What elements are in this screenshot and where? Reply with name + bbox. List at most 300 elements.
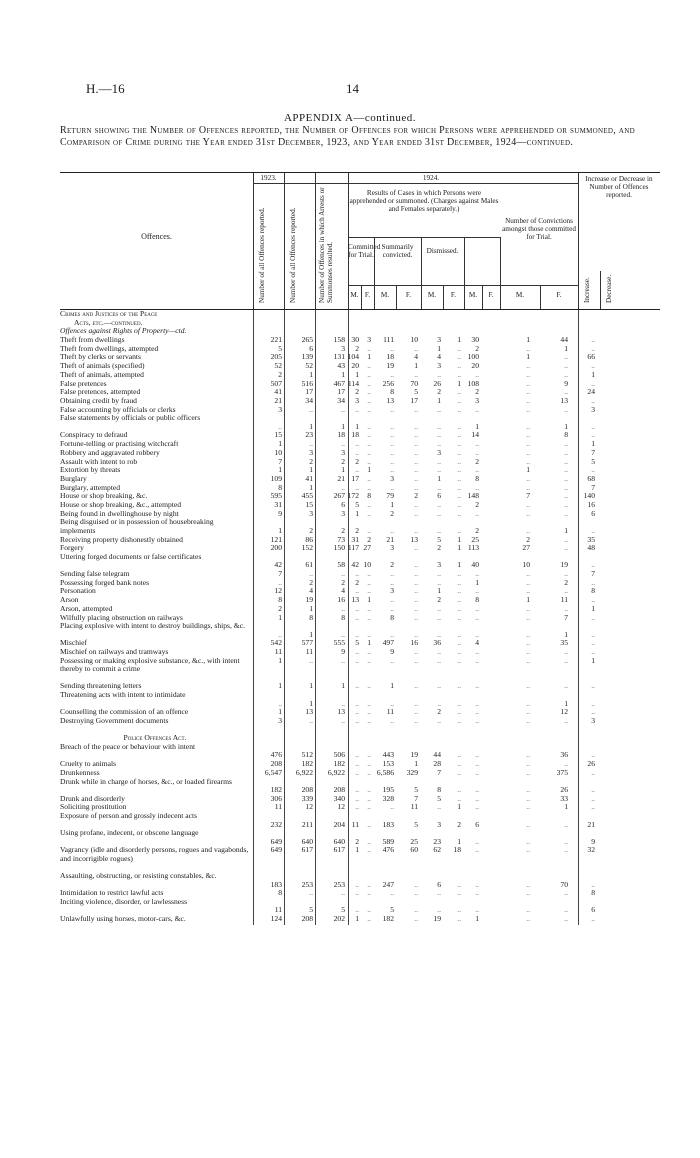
- header-results: Results of Cases in which Persons were apprehended or summoned. (Charges against Males and Females separately.): [349, 189, 499, 213]
- cell-value: ..: [526, 612, 530, 622]
- cell-value: 1: [437, 343, 441, 353]
- cell-value: 25: [471, 534, 479, 544]
- cell-value: 577: [301, 638, 313, 648]
- cell-value: 8: [475, 595, 479, 605]
- cell-value: 3: [390, 473, 394, 483]
- cell-value: 4: [475, 638, 479, 648]
- cell-value: 183: [270, 879, 282, 889]
- cell-value: 1: [341, 421, 345, 431]
- column-divider: [578, 310, 579, 925]
- cell-value: ..: [414, 629, 418, 639]
- cell-value: ..: [341, 715, 345, 725]
- cell-value: ..: [390, 456, 394, 466]
- cell-value: ..: [457, 612, 461, 622]
- offence-label: Drunk and disorderly: [60, 794, 125, 803]
- cell-value: ..: [475, 793, 479, 803]
- cell-value: 1: [278, 525, 282, 535]
- cell-value: ..: [526, 577, 530, 587]
- offence-label: Burglary, attempted: [60, 483, 121, 492]
- table-row: [60, 691, 660, 708]
- cell-value: 2: [475, 456, 479, 466]
- cell-value: ..: [591, 914, 595, 924]
- cell-value: ..: [390, 629, 394, 639]
- cell-value: 1: [278, 655, 282, 665]
- cell-value: ..: [475, 465, 479, 475]
- cell-value: 86: [305, 534, 313, 544]
- cell-value: ..: [367, 378, 371, 388]
- cell-value: 2: [437, 387, 441, 397]
- header-m: M.: [515, 291, 525, 299]
- offence-label: Destroying Government documents: [60, 716, 169, 725]
- header-summarily: Summarily convicted.: [381, 243, 414, 259]
- cell-value: ..: [414, 404, 418, 414]
- cell-value: ..: [526, 395, 530, 405]
- cell-value: 3: [475, 395, 479, 405]
- cell-value: ..: [526, 793, 530, 803]
- table-row: [60, 319, 660, 328]
- cell-value: 2: [355, 577, 359, 587]
- cell-value: 28: [433, 759, 441, 769]
- cell-value: ..: [526, 681, 530, 691]
- table-row: [60, 648, 660, 657]
- cell-value: 195: [382, 785, 394, 795]
- header-year-1923: 1923.: [260, 174, 277, 182]
- cell-value: 265: [301, 335, 313, 345]
- cell-value: ..: [457, 473, 461, 483]
- cell-value: ..: [457, 655, 461, 665]
- cell-value: ..: [367, 698, 371, 708]
- cell-value: 2: [341, 577, 345, 587]
- cell-value: 19: [386, 361, 394, 371]
- cell-value: 2: [341, 525, 345, 535]
- cell-value: ..: [414, 569, 418, 579]
- offence-label: Robbery and aggravated robbery: [60, 448, 160, 457]
- cell-value: ..: [564, 508, 568, 518]
- cell-value: ..: [278, 577, 282, 587]
- table-row: [60, 518, 660, 535]
- table-row: [60, 353, 660, 362]
- cell-value: 9: [591, 836, 595, 846]
- cell-value: 16: [337, 595, 345, 605]
- cell-value: 5: [414, 387, 418, 397]
- cell-value: 182: [333, 759, 345, 769]
- cell-value: 649: [270, 836, 282, 846]
- cell-value: 542: [270, 638, 282, 648]
- cell-value: ..: [355, 750, 359, 760]
- cell-value: 109: [270, 473, 282, 483]
- cell-value: 70: [410, 378, 418, 388]
- cell-value: ..: [390, 802, 394, 812]
- table-row: [60, 760, 660, 769]
- cell-value: 121: [270, 534, 282, 544]
- cell-value: 2: [564, 577, 568, 587]
- cell-value: ..: [475, 586, 479, 596]
- cell-value: 6,547: [264, 767, 282, 777]
- cell-value: ..: [591, 378, 595, 388]
- cell-value: 36: [433, 638, 441, 648]
- cell-value: 329: [406, 767, 418, 777]
- cell-value: 44: [560, 335, 568, 345]
- cell-value: ..: [564, 819, 568, 829]
- cell-value: 1: [367, 638, 371, 648]
- column-divider: [348, 310, 349, 925]
- cell-value: 182: [270, 785, 282, 795]
- cell-value: 1: [564, 421, 568, 431]
- cell-value: ..: [437, 465, 441, 475]
- cell-value: 497: [382, 638, 394, 648]
- header-convictions: Number of Convictions amongst those committed for Trial.: [502, 217, 576, 241]
- cell-value: ..: [309, 404, 313, 414]
- cell-value: ..: [355, 482, 359, 492]
- cell-value: 16: [410, 638, 418, 648]
- cell-value: ..: [367, 612, 371, 622]
- cell-value: ..: [437, 482, 441, 492]
- cell-value: 34: [337, 395, 345, 405]
- cell-value: ..: [390, 698, 394, 708]
- cell-value: ..: [457, 430, 461, 440]
- cell-value: 3: [355, 395, 359, 405]
- offence-label: House or shop breaking, &c.: [60, 492, 148, 501]
- cell-value: 114: [347, 378, 359, 388]
- cell-value: 13: [351, 595, 359, 605]
- cell-value: 2: [437, 543, 441, 553]
- cell-value: 2: [309, 577, 313, 587]
- offence-label: False pretences: [60, 379, 107, 388]
- cell-value: 18: [386, 352, 394, 362]
- cell-value: ..: [526, 473, 530, 483]
- cell-value: ..: [355, 647, 359, 657]
- cell-value: ..: [390, 439, 394, 449]
- offence-label: Intimidation to restrict lawful acts: [60, 889, 164, 898]
- cell-value: 66: [587, 352, 595, 362]
- cell-value: 208: [301, 914, 313, 924]
- cell-value: ..: [367, 430, 371, 440]
- cell-value: ..: [526, 421, 530, 431]
- table-row: [60, 570, 660, 579]
- cell-value: ..: [475, 603, 479, 613]
- cell-value: ..: [526, 905, 530, 915]
- cell-value: ..: [414, 508, 418, 518]
- cell-value: 58: [337, 560, 345, 570]
- cell-value: 1: [437, 395, 441, 405]
- cell-value: ..: [457, 343, 461, 353]
- table-row: [60, 743, 660, 760]
- cell-value: ..: [457, 759, 461, 769]
- cell-value: ..: [390, 525, 394, 535]
- cell-value: 100: [467, 352, 479, 362]
- cell-value: ..: [367, 404, 371, 414]
- page-number: 14: [346, 81, 359, 96]
- cell-value: 31: [274, 499, 282, 509]
- table-row: [60, 846, 660, 872]
- cell-value: 7: [278, 569, 282, 579]
- cell-value: 1: [309, 482, 313, 492]
- header-f: F.: [364, 291, 371, 299]
- cell-value: ..: [355, 715, 359, 725]
- cell-value: 1: [475, 914, 479, 924]
- cell-value: ..: [526, 569, 530, 579]
- cell-value: 1: [278, 439, 282, 449]
- cell-value: ..: [526, 638, 530, 648]
- cell-value: 13: [386, 395, 394, 405]
- cell-value: 2: [278, 369, 282, 379]
- header-increase: Increase.: [583, 277, 591, 303]
- table-row: [60, 657, 660, 683]
- cell-value: ..: [457, 767, 461, 777]
- cell-value: 3: [591, 404, 595, 414]
- cell-value: 208: [301, 785, 313, 795]
- cell-value: ..: [414, 681, 418, 691]
- cell-value: ..: [367, 482, 371, 492]
- cell-value: 27: [363, 543, 371, 553]
- cell-value: ..: [457, 603, 461, 613]
- cell-value: ..: [457, 447, 461, 457]
- cell-value: 48: [587, 543, 595, 553]
- table-row: [60, 440, 660, 449]
- cell-value: 1: [309, 603, 313, 613]
- offence-label: False accounting by officials or clerks: [60, 405, 176, 414]
- cell-value: ..: [475, 369, 479, 379]
- cell-value: 131: [333, 352, 345, 362]
- cell-value: ..: [526, 525, 530, 535]
- table-caption: Return showing the Number of Offences reported, the Number of Offences for which Persons were apprehended or summoned, and Comparison of Crime during the Year ended 31st December, 1923, and Year ended 31st December, 1924—continued.: [60, 125, 635, 148]
- cell-value: 113: [467, 543, 479, 553]
- cell-value: 1: [341, 369, 345, 379]
- cell-value: ..: [591, 767, 595, 777]
- cell-value: ..: [414, 525, 418, 535]
- cell-value: ..: [564, 404, 568, 414]
- cell-value: ..: [367, 914, 371, 924]
- cell-value: ..: [414, 888, 418, 898]
- cell-value: 1: [309, 629, 313, 639]
- cell-value: ..: [564, 456, 568, 466]
- cell-value: ..: [457, 905, 461, 915]
- cell-value: 589: [382, 836, 394, 846]
- table-row: [60, 484, 660, 493]
- cell-value: ..: [564, 352, 568, 362]
- cell-value: 150: [333, 543, 345, 553]
- cell-value: ..: [457, 387, 461, 397]
- cell-value: 3: [437, 560, 441, 570]
- cell-value: ..: [367, 802, 371, 812]
- cell-value: 205: [270, 352, 282, 362]
- column-divider: [315, 310, 316, 925]
- cell-value: 117: [347, 543, 359, 553]
- cell-value: ..: [591, 612, 595, 622]
- cell-value: ..: [367, 681, 371, 691]
- cell-value: 1: [367, 352, 371, 362]
- cell-value: ..: [341, 569, 345, 579]
- cell-value: ..: [414, 879, 418, 889]
- cell-value: 12: [305, 802, 313, 812]
- table-row: [60, 553, 660, 570]
- cell-value: ..: [526, 647, 530, 657]
- cell-value: ..: [564, 647, 568, 657]
- cell-value: ..: [526, 456, 530, 466]
- cell-value: 2: [390, 508, 394, 518]
- cell-value: ..: [278, 698, 282, 708]
- cell-value: ..: [526, 750, 530, 760]
- cell-value: ..: [475, 759, 479, 769]
- cell-value: 13: [560, 395, 568, 405]
- header-decrease: Decrease.: [605, 274, 613, 303]
- cell-value: ..: [309, 715, 313, 725]
- cell-value: ..: [367, 793, 371, 803]
- cell-value: 5: [390, 905, 394, 915]
- cell-value: ..: [390, 369, 394, 379]
- cell-value: 5: [278, 343, 282, 353]
- cell-value: ..: [355, 681, 359, 691]
- cell-value: ..: [414, 421, 418, 431]
- offence-label: Mischief on railways and tramways: [60, 648, 169, 657]
- offence-label: Sending threatening letters: [60, 682, 142, 691]
- cell-value: 2: [355, 456, 359, 466]
- cell-value: 3: [278, 715, 282, 725]
- cell-value: ..: [475, 888, 479, 898]
- cell-value: 3: [390, 586, 394, 596]
- header-m: M.: [427, 291, 437, 299]
- cell-value: ..: [475, 845, 479, 855]
- cell-value: 20: [351, 361, 359, 371]
- offences-table: [60, 172, 660, 924]
- cell-value: ..: [457, 793, 461, 803]
- cell-value: 1: [367, 595, 371, 605]
- cell-value: ..: [367, 845, 371, 855]
- offence-label: Fortune-telling or practising witchcraft: [60, 440, 179, 449]
- table-row: [60, 536, 660, 545]
- cell-value: ..: [437, 612, 441, 622]
- cell-value: ..: [355, 612, 359, 622]
- table-row: [60, 803, 660, 812]
- cell-value: 40: [471, 560, 479, 570]
- cell-value: ..: [390, 421, 394, 431]
- offence-label: Obtaining credit by fraud: [60, 396, 137, 405]
- cell-value: ..: [564, 439, 568, 449]
- cell-value: 140: [583, 491, 595, 501]
- cell-value: ..: [367, 836, 371, 846]
- header-m: M.: [468, 291, 478, 299]
- cell-value: ..: [591, 361, 595, 371]
- cell-value: ..: [591, 525, 595, 535]
- column-divider: [253, 310, 254, 925]
- cell-value: ..: [457, 879, 461, 889]
- cell-value: ..: [457, 499, 461, 509]
- offence-label: Arson: [60, 596, 79, 605]
- cell-value: 1: [414, 361, 418, 371]
- cell-value: 52: [274, 361, 282, 371]
- cell-value: ..: [390, 482, 394, 492]
- cell-value: ..: [564, 447, 568, 457]
- cell-value: ..: [367, 655, 371, 665]
- cell-value: 11: [560, 595, 568, 605]
- cell-value: ..: [355, 905, 359, 915]
- cell-value: ..: [526, 785, 530, 795]
- cell-value: 256: [382, 378, 394, 388]
- offence-label: Theft by clerks or servants: [60, 353, 141, 362]
- cell-value: ..: [564, 369, 568, 379]
- offence-label: House or shop breaking, &c., attempted: [60, 500, 182, 509]
- cell-value: 23: [305, 430, 313, 440]
- cell-value: ..: [526, 888, 530, 898]
- header-f: F.: [450, 291, 457, 299]
- cell-value: ..: [367, 785, 371, 795]
- cell-value: 1: [526, 335, 530, 345]
- cell-value: 2: [367, 534, 371, 544]
- cell-value: 17: [410, 395, 418, 405]
- cell-value: ..: [526, 387, 530, 397]
- cell-value: ..: [367, 586, 371, 596]
- cell-value: ..: [278, 421, 282, 431]
- cell-value: ..: [526, 499, 530, 509]
- header-m: M.: [350, 291, 359, 299]
- cell-value: ..: [367, 819, 371, 829]
- cell-value: ..: [526, 914, 530, 924]
- cell-value: ..: [564, 655, 568, 665]
- table-row: [60, 898, 660, 915]
- cell-value: 5: [355, 638, 359, 648]
- offence-label: False statements by officials or public officers: [60, 414, 201, 423]
- table-row: [60, 708, 660, 717]
- cell-value: ..: [475, 802, 479, 812]
- cell-value: ..: [367, 577, 371, 587]
- cell-value: ..: [437, 430, 441, 440]
- cell-value: 1: [437, 586, 441, 596]
- cell-value: 8: [309, 612, 313, 622]
- cell-value: 13: [337, 707, 345, 717]
- cell-value: ..: [457, 352, 461, 362]
- offence-label: Personation: [60, 587, 96, 596]
- cell-value: ..: [457, 421, 461, 431]
- cell-value: ..: [367, 473, 371, 483]
- cell-value: ..: [367, 439, 371, 449]
- cell-value: 9: [390, 647, 394, 657]
- table-row: [60, 397, 660, 406]
- cell-value: 7: [526, 491, 530, 501]
- table-row: [60, 872, 660, 889]
- cell-value: ..: [355, 759, 359, 769]
- cell-value: 44: [433, 750, 441, 760]
- cell-value: 7: [591, 569, 595, 579]
- cell-value: ..: [367, 508, 371, 518]
- cell-value: 649: [270, 845, 282, 855]
- table-row: [60, 388, 660, 397]
- cell-value: ..: [457, 491, 461, 501]
- header-f: F.: [488, 291, 494, 299]
- cell-value: 2: [475, 499, 479, 509]
- offence-label: Vagrancy (idle and disorderly persons, rogues and vagabonds, and incorrigible rogues): [60, 846, 249, 864]
- table-row: [60, 544, 660, 553]
- cell-value: 2: [341, 456, 345, 466]
- cell-value: ..: [526, 845, 530, 855]
- cell-value: 182: [301, 759, 313, 769]
- cell-value: ..: [414, 430, 418, 440]
- cell-value: ..: [591, 343, 595, 353]
- cell-value: 8: [341, 612, 345, 622]
- cell-value: 2: [309, 525, 313, 535]
- cell-value: ..: [355, 785, 359, 795]
- cell-value: ..: [526, 343, 530, 353]
- cell-value: 139: [301, 352, 313, 362]
- cell-value: 3: [591, 715, 595, 725]
- cell-value: 3: [437, 819, 441, 829]
- cell-value: ..: [457, 577, 461, 587]
- cell-value: ..: [591, 802, 595, 812]
- cell-value: 1: [457, 378, 461, 388]
- offence-label: Unlawfully using horses, motor-cars, &c.: [60, 915, 186, 924]
- cell-value: ..: [591, 707, 595, 717]
- cell-value: 443: [382, 750, 394, 760]
- table-row: [60, 327, 660, 336]
